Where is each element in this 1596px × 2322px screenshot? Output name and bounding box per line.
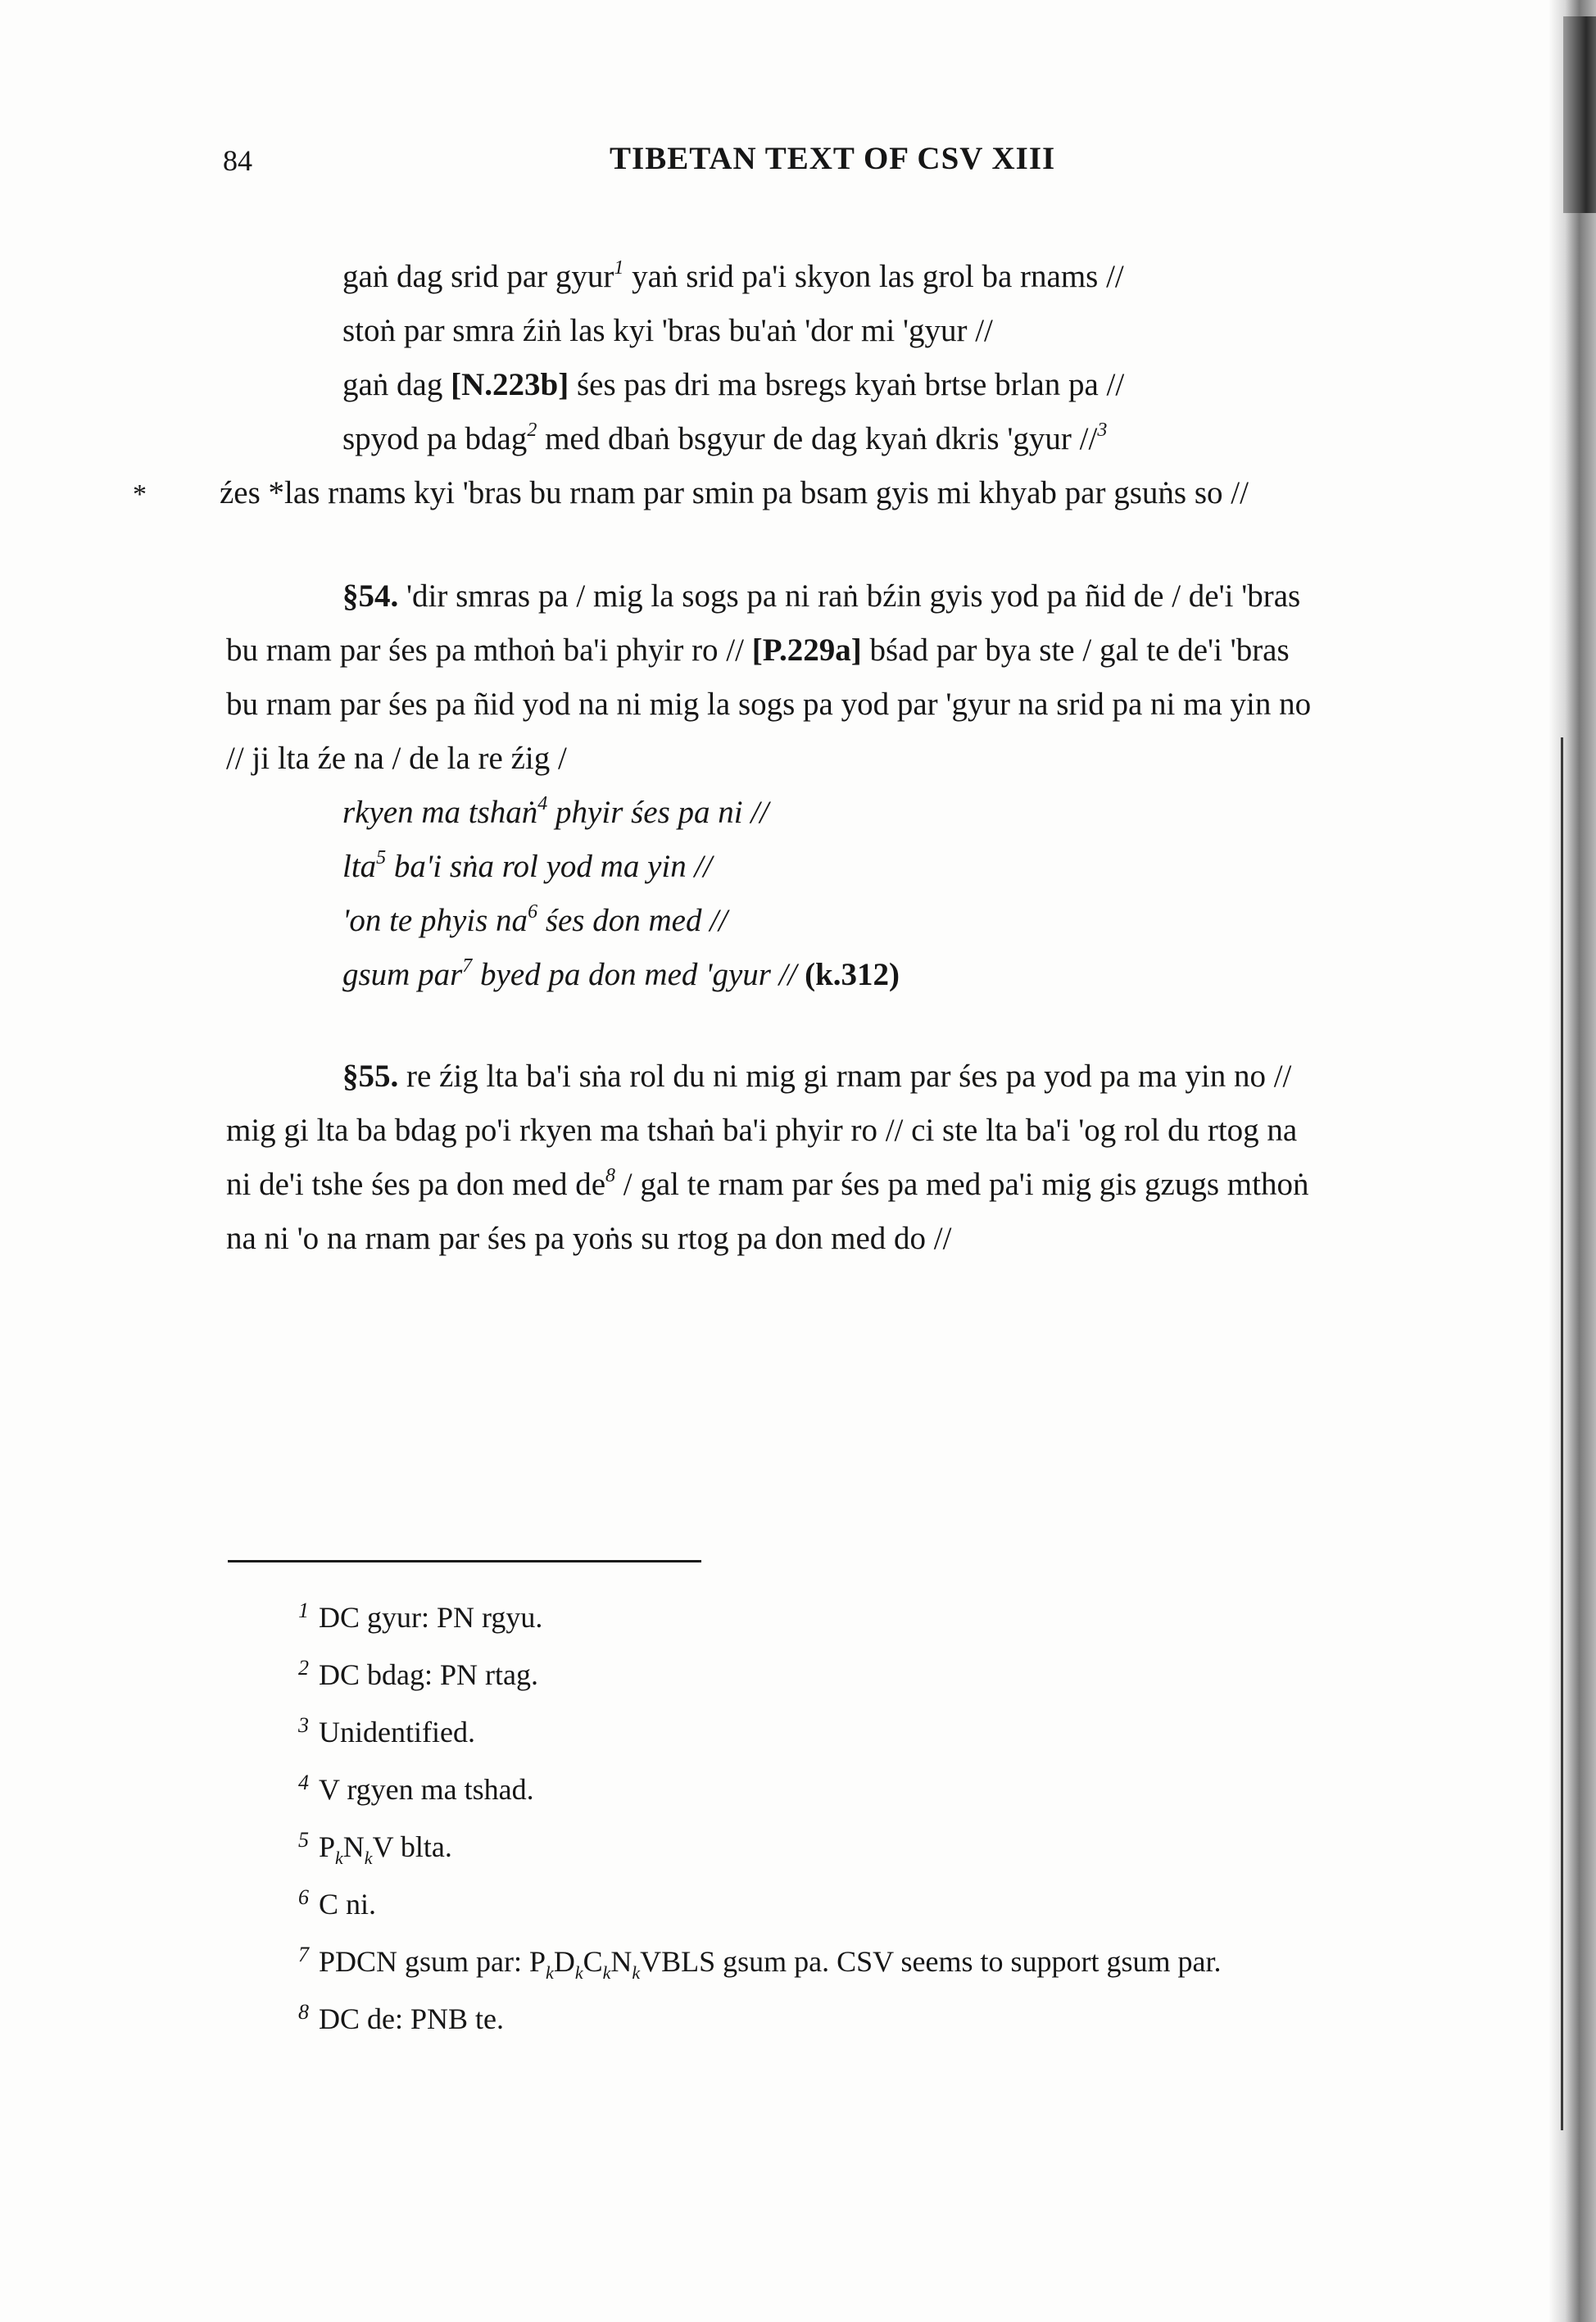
footnote-ref[interactable]: 1 — [614, 257, 624, 279]
binding-shadow — [1548, 0, 1596, 2322]
paragraph-55-line: mig gi lta ba bdag po'i rkyen ma tshaṅ ba'i phyir ro // ci ste lta ba'i 'og rol du rtog na — [226, 1113, 1298, 1148]
footnote: $^1$ DC gyur: PN rgyu. — [298, 1599, 543, 1634]
footnote-ref[interactable]: 8 — [605, 1165, 616, 1186]
footnote-ref[interactable]: 3 — [1097, 420, 1108, 441]
paragraph-54-line: §54. 'dir smras pa / mig la sogs pa ni raṅ bźin gyis yod pa ñid de / de'i 'bras — [342, 578, 1301, 614]
footnote: $^7$ PDCN gsum par: $P_kD_kC_kN_kVBLS$ gsum pa. CSV seems to support gsum par. — [298, 1943, 1222, 1983]
karika-reference: (k.312) — [805, 957, 900, 992]
folio-marker: [P.229a] — [751, 633, 862, 668]
verse-line: stoṅ par smra źiṅ las kyi 'bras bu'aṅ 'dor mi 'gyur // — [342, 313, 993, 348]
paragraph-55-line: ni de'i tshe śes pa don med $de^8$ / gal te rnam par śes pa med pa'i mig gis gzugs mthoṅ — [226, 1165, 1309, 1202]
footnote-rule — [228, 1560, 701, 1562]
paragraph-55-line: na ni 'o na rnam par śes pa yoṅs su rtog pa don med do // — [226, 1221, 952, 1256]
karika-line: lta$^5$ ba'i sṅa rol yod ma yin // — [342, 847, 713, 884]
prose-line: źes *las rnams kyi 'bras bu rnam par smin pa bsam gyis mi khyab par gsuṅs so // — [220, 475, 1249, 510]
footnote-ref[interactable]: 6 — [528, 901, 538, 923]
paragraph-54-line: bu rnam par śes pa mthoṅ ba'i phyir ro // [P.229a] bśad par bya ste / gal te de'i 'bras — [226, 633, 1290, 668]
footnote-ref[interactable]: 7 — [462, 955, 473, 977]
footnote: $^6$ C ni. — [298, 1885, 377, 1921]
running-head: TIBETAN TEXT OF CSV XIII — [610, 141, 1056, 176]
footnote: $^5$ $P_kN_kV$ blta. — [298, 1828, 452, 1868]
karika-line: gsum par$^7$ byed pa don med 'gyur // (k.312) — [342, 955, 900, 992]
footnote-ref[interactable]: 4 — [537, 793, 548, 814]
folio-marker: [N.223b] — [451, 367, 569, 402]
karika-line: 'on te phyis $na^6$ śes don med // — [342, 901, 728, 938]
verse-line: gaṅ dag [N.223b] śes pas dri ma bsregs kyaṅ brtse brlan pa // — [342, 367, 1125, 402]
page-number: 84 — [223, 144, 252, 177]
paragraph-54-line: bu rnam par śes pa ñid yod na ni mig la sogs pa yod par 'gyur na srid pa ni ma yin no — [226, 687, 1312, 722]
verse-line: spyod pa bdag$^2$ med dbaṅ bsgyur de dag kyaṅ dkris 'gyur //$^3$ — [342, 420, 1108, 456]
section-number: §55. — [342, 1059, 399, 1094]
footnote: $^2$ DC bdag: PN rtag. — [298, 1656, 538, 1691]
verse-line: gaṅ dag srid par gyur$^1$ yaṅ srid pa'i skyon las grol ba rnams // — [342, 257, 1124, 294]
karika-line: rkyen ma tshaṅ$^4$ phyir śes pa ni // — [342, 793, 769, 830]
footnote: $^4$ V rgyen ma tshad. — [298, 1771, 534, 1806]
binding-edge-line — [1561, 737, 1563, 2130]
footnote-ref[interactable]: 2 — [527, 420, 537, 441]
binding-shadow-dark — [1563, 16, 1596, 213]
paragraph-55-line: §55. re źig lta ba'i sṅa rol du ni mig gi rnam par śes pa yod pa ma yin no // — [342, 1059, 1292, 1094]
margin-asterisk: * — [133, 479, 147, 510]
footnote: $^3$ Unidentified. — [298, 1713, 475, 1748]
footnote: $^8$ DC de: PNB te. — [298, 2000, 505, 2035]
footnote-ref[interactable]: 5 — [376, 847, 387, 868]
paragraph-54-line: // ji lta źe na / de la re źig / — [226, 741, 567, 776]
section-number: §54. — [342, 578, 399, 614]
